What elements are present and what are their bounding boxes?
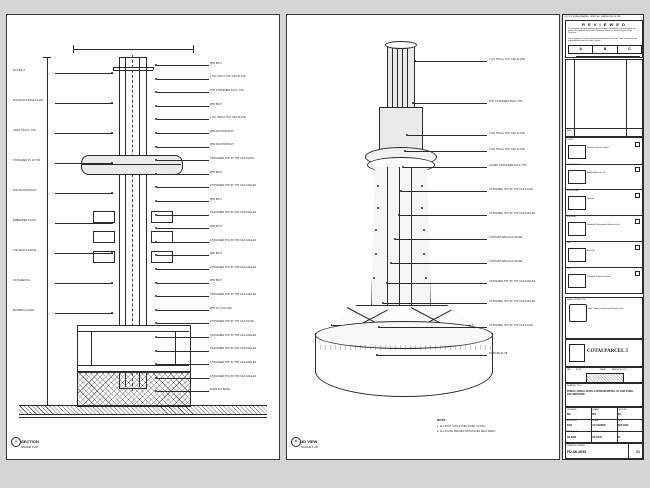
callout-label: LOWER STIFFENER 50mm THK xyxy=(489,163,527,167)
consultant-row xyxy=(565,137,643,165)
callout-label: STIFFENER THK 50 THK C&S ANGLES xyxy=(210,211,257,215)
callout-leader xyxy=(157,337,209,338)
approval-checkbox[interactable] xyxy=(635,245,640,250)
field-label: APPROVED xyxy=(567,419,577,422)
right-view-title: 3D VIEW xyxy=(301,439,318,444)
revision-value: 01 xyxy=(636,450,640,454)
bolt-lug xyxy=(421,185,423,187)
revision-header: REV xyxy=(567,130,572,132)
callout-dot xyxy=(155,309,157,311)
stiffener-plate xyxy=(151,251,173,263)
drawing-number-label: DRAWING NUMBER xyxy=(567,445,585,447)
notes-title: NOTE : xyxy=(437,418,448,422)
callout-label: STIFFENER THK 50 THK C&S ANGLES xyxy=(489,211,536,215)
base-plate-top xyxy=(77,331,189,332)
callout-dot xyxy=(111,312,113,314)
consultant-name: Aedas (Macau) Ltd. xyxy=(587,172,606,174)
callout-dot xyxy=(155,268,157,270)
callout-dot xyxy=(376,354,378,356)
callout-label: STIFFENER PL 20 THK xyxy=(13,159,41,162)
bolt-lug xyxy=(375,253,377,255)
ground-line xyxy=(19,417,267,418)
callout-leader xyxy=(157,391,209,392)
callout-leader xyxy=(157,351,209,352)
callout-dot xyxy=(155,214,157,216)
consultant-role: STRUCTURAL xyxy=(567,190,580,192)
callout-dot xyxy=(155,146,157,148)
bolt-lug xyxy=(421,207,423,209)
right-view-ref-bubble xyxy=(291,437,301,447)
note-line-1: 1. ALL BOLT SHOULD BE FIXED IN SITE. xyxy=(437,425,486,428)
consultant-role: ARCHITECT xyxy=(567,164,578,166)
callout-label: M55 ANCHOR BOLT xyxy=(210,129,234,133)
callout-label: SUPPORT ARM GALV BASE xyxy=(489,235,523,239)
callout-leader xyxy=(157,147,209,148)
field-value: SEP 2009 xyxy=(617,424,629,428)
dimension-tick xyxy=(43,57,51,58)
consultant-logo-icon xyxy=(568,145,586,159)
field-value: SK-0043 xyxy=(592,435,602,439)
callout-leader xyxy=(413,103,487,104)
consultant-row xyxy=(565,189,643,216)
callout-label: STIFFENER THK 50 THK C&S PLATE xyxy=(489,323,534,327)
note-line-2: 2. ALL PLATE WELDED SHOULD BE SEAL WELD. xyxy=(437,430,497,433)
callout-dot xyxy=(414,60,416,62)
field-value: H2-0094 xyxy=(567,435,577,439)
callout-label: M55 BOLT xyxy=(210,61,223,65)
callout-dot xyxy=(155,377,157,379)
callout-leader xyxy=(391,263,487,264)
project-logo-icon xyxy=(569,344,585,362)
consultant-name: Gensler xyxy=(587,198,595,200)
callout-leader xyxy=(157,119,209,120)
consultant-role: CLIENT xyxy=(567,139,574,141)
callout-leader xyxy=(157,215,209,216)
approval-checkbox[interactable] xyxy=(635,271,640,276)
right-3d-view xyxy=(286,14,560,460)
callout-label: STIFFENER THK 50 THK C&S PLATE xyxy=(210,320,255,324)
callout-label: STIFFENER THK 50 THK C&S ANGLES xyxy=(210,238,257,242)
consultant-logo-icon xyxy=(568,170,586,184)
title-block xyxy=(562,14,644,460)
stamp-footer: The acceptance or review of this document does not relieve the Trade Contractor of his responsibilities under the Trade Contract. xyxy=(568,38,638,43)
keyplan-thumbnail xyxy=(586,373,624,383)
left-view-title: SECTION xyxy=(21,439,39,444)
consultant-row xyxy=(565,163,643,190)
callout-leader xyxy=(157,92,209,93)
callout-dot xyxy=(155,105,157,107)
callout-label: BLINDING LAYER xyxy=(13,309,35,312)
callout-label: M24 BOLT xyxy=(13,69,26,72)
callout-dot xyxy=(155,64,157,66)
callout-dot xyxy=(155,282,157,284)
sheet-value: PARCEL 3 / OF 1 xyxy=(612,369,627,371)
callout-dot xyxy=(111,162,113,164)
callout-label: STIFFENER THK 50 THK C&S ANGLES xyxy=(210,361,257,364)
callout-leader xyxy=(157,310,209,311)
drawing-title-text: PUBLIC CIRCULATION, FOUNTAIN DETAIL 04, FOR STEEL COLUMN BASE xyxy=(567,390,634,396)
dimension-line-left xyxy=(47,57,48,405)
callout-dot xyxy=(400,190,402,192)
callout-label: 1 NO 750mm THK C&S PLATE xyxy=(210,116,246,120)
review-stamp xyxy=(565,20,643,58)
field-cell xyxy=(617,431,643,443)
revision-rule xyxy=(566,128,642,129)
callout-leader xyxy=(157,65,209,66)
callout-leader xyxy=(157,323,209,324)
main-contractor-name: Hsin Chong Construction (Macau) Ltd. xyxy=(588,308,624,310)
callout-label: SUPPORT ARM GALV BASE xyxy=(489,259,523,263)
approval-checkbox[interactable] xyxy=(635,167,640,172)
callout-label: 150x150x12 ANGLE xyxy=(13,249,37,252)
left-view-subtitle: SCALE 1:20 xyxy=(21,445,38,449)
callout-label: STIFFENER THK 50 THK C&S PLATE xyxy=(210,157,255,160)
right-view-ref: B xyxy=(294,439,297,443)
contractor-logo-icon xyxy=(569,304,587,322)
consultant-row xyxy=(565,241,643,268)
callout-dot xyxy=(155,350,157,352)
callout-dot xyxy=(111,252,113,254)
callout-label: 600x600x40 BASE PLATE xyxy=(13,99,44,102)
callout-leader xyxy=(407,135,487,136)
callout-label: STIFFENER THK 50 THK C&S ANGLES xyxy=(489,279,536,283)
base-rib xyxy=(91,331,92,365)
callout-leader xyxy=(157,255,209,256)
consultant-role: MEP xyxy=(567,242,571,244)
callout-label: EMBEDDED PLATE xyxy=(13,219,37,222)
field-value: BAR xyxy=(567,424,573,428)
tube-line xyxy=(402,45,403,107)
callout-leader xyxy=(157,228,209,229)
callout-leader xyxy=(399,215,487,216)
concrete-pedestal xyxy=(77,371,191,407)
callout-leader xyxy=(415,61,487,62)
callout-leader xyxy=(157,269,209,270)
callout-label: 40MM R.C BASE xyxy=(210,388,230,392)
callout-label: TOP STIFFENER 50mm THK xyxy=(210,89,244,92)
callout-dot xyxy=(111,132,113,134)
drawing-number-block xyxy=(565,443,643,459)
left-view-ref-bubble xyxy=(11,437,21,447)
callout-leader xyxy=(379,327,487,328)
column-rib xyxy=(411,167,412,317)
callout-label: STIFFENER THK 50 THK C&S ANGLES xyxy=(210,333,257,337)
keyplan-strip xyxy=(565,367,643,383)
callout-leader xyxy=(55,223,113,224)
callout-label: STIFFENER THK 50 THK C&S ANGLES xyxy=(210,374,257,378)
callout-label: STIFFENER THK 50 THK C&S ANGLES xyxy=(210,265,257,269)
drawing-title-block xyxy=(565,383,643,407)
consultant-name: Kowloon Street Limited xyxy=(587,147,609,149)
callout-dot xyxy=(378,326,380,328)
consultant-logo-icon xyxy=(568,196,586,210)
consultant-name: Langdon & Seah Limited xyxy=(587,276,610,278)
consultant-name: AECOM xyxy=(587,250,595,252)
stamp-date-rule xyxy=(576,56,640,57)
callout-leader xyxy=(55,133,113,134)
consultant-role: ENGINEER xyxy=(567,216,577,218)
callout-label: M55 BOLT xyxy=(210,279,223,283)
callout-label: STIFFENER THK 50 THK C&S PLATE xyxy=(489,187,534,191)
top-cap-ellipse xyxy=(385,41,417,49)
callout-label: M55 BOLT xyxy=(210,252,223,256)
sheet-label: SHEET xyxy=(600,369,607,371)
revision-col-rule xyxy=(574,60,575,136)
callout-label: M55 R.C COLUMN xyxy=(210,306,232,310)
callout-leader xyxy=(157,174,209,175)
field-value: MS xyxy=(592,413,596,416)
callout-label: M55 BOLT xyxy=(210,225,223,228)
callout-leader xyxy=(403,167,487,168)
callout-leader xyxy=(157,296,209,297)
drawing-number-divider xyxy=(628,444,629,458)
callout-dot xyxy=(412,102,414,104)
field-label: CHECKED xyxy=(617,408,627,411)
stamp-body: This document has been reviewed by the relevant Consultant(s) and is accepted. For tender status referred to in Project Procedure Section 5.4 for action by the Trade Contractor. xyxy=(568,28,636,35)
stamp-col-a: A xyxy=(569,46,593,53)
approval-checkbox[interactable] xyxy=(635,193,640,198)
callout-label: M55 BOLT xyxy=(210,102,223,106)
keyplan-ref-value: ST-04 xyxy=(576,369,582,371)
tube-line xyxy=(407,45,408,107)
callout-label: M55 BOLT xyxy=(210,170,223,174)
field-label: DESIGNED xyxy=(567,408,577,411)
callout-leader xyxy=(55,163,113,164)
callout-dot xyxy=(394,238,396,240)
field-label: DWG No. xyxy=(592,431,600,434)
callout-label: RC BASE SLAB xyxy=(489,351,508,355)
callout-leader xyxy=(55,283,113,284)
field-value: AS SHOWN xyxy=(592,424,606,428)
callout-leader xyxy=(157,378,209,379)
field-value: WL xyxy=(617,413,622,416)
callout-label: 1 NO 750mm THK C&S PLATE xyxy=(489,131,525,135)
approval-checkbox[interactable] xyxy=(635,142,640,147)
revision-table xyxy=(565,59,643,137)
callout-dot xyxy=(404,150,406,152)
callout-dot xyxy=(155,132,157,134)
field-cell xyxy=(591,431,617,443)
stamp-columns xyxy=(568,45,642,54)
callout-dot xyxy=(155,200,157,202)
callout-leader xyxy=(157,160,209,161)
callout-dot xyxy=(155,78,157,80)
callout-label: 1 NO 750mm THK C&S PLATE xyxy=(210,75,246,79)
top-cap-plate xyxy=(113,70,153,71)
bolt-lug xyxy=(377,185,379,187)
callout-leader xyxy=(157,364,209,365)
bolt-lug xyxy=(423,229,425,231)
field-value: 01 xyxy=(617,435,621,439)
callout-leader xyxy=(405,151,487,152)
callout-label: STIFFENER THK 50 THK C&S ANGLES xyxy=(489,299,536,303)
dimension-tick xyxy=(73,45,74,53)
callout-label: 1 NO 750mm THK C&S PLATE xyxy=(489,147,525,151)
callout-label: M30 ANCHOR BOLT xyxy=(13,189,37,192)
consultant-role: QS xyxy=(567,268,570,270)
callout-dot xyxy=(111,102,113,104)
top-cap-edge xyxy=(113,67,114,70)
consultant-logo-icon xyxy=(568,274,586,288)
dimension-line-top xyxy=(73,49,193,50)
callout-leader xyxy=(395,239,487,240)
callout-label: STIFFENER THK 50 THK C&S ANGLES xyxy=(210,293,257,296)
callout-leader xyxy=(383,303,487,304)
project-block xyxy=(565,339,643,367)
callout-leader xyxy=(157,283,209,284)
callout-label: GROUT 50mm THK xyxy=(13,129,36,132)
stamp-title: R E V I E W E D xyxy=(581,22,627,27)
callout-label: STIFFENER THK 50 THK C&S ANGLES xyxy=(210,347,257,351)
blinding-layer xyxy=(19,405,267,415)
callout-leader xyxy=(157,201,209,202)
stiffener-plate xyxy=(151,211,173,223)
callout-label: RC PEDESTAL xyxy=(13,279,31,282)
callout-dot xyxy=(382,302,384,304)
bolt-lug xyxy=(373,277,375,279)
main-contractor-block xyxy=(565,297,643,339)
callout-leader xyxy=(55,73,113,74)
project-name: COTAI PARCEL 3 xyxy=(587,349,628,354)
callout-leader xyxy=(55,313,113,314)
field-value: MS xyxy=(567,413,571,416)
upper-collar xyxy=(81,155,183,175)
callout-dot xyxy=(155,241,157,243)
callout-leader xyxy=(55,253,113,254)
keyplan-ref-label: REF xyxy=(567,369,571,371)
callout-dot xyxy=(386,282,388,284)
consultant-logo-icon xyxy=(568,248,586,262)
collar-midline xyxy=(81,164,181,165)
dimension-tick xyxy=(193,45,194,53)
callout-dot xyxy=(155,336,157,338)
callout-dot xyxy=(402,166,404,168)
callout-leader xyxy=(157,133,209,134)
field-label: DATE xyxy=(617,419,623,422)
callout-leader xyxy=(157,79,209,80)
field-label: PROJECT No. xyxy=(567,431,579,434)
callout-leader xyxy=(55,103,113,104)
consultant-logo-icon xyxy=(568,222,586,236)
callout-leader xyxy=(157,187,209,188)
field-cell xyxy=(566,431,592,443)
callout-dot xyxy=(155,173,157,175)
callout-dot xyxy=(111,222,113,224)
callout-dot xyxy=(111,192,113,194)
stamp-col-c: C xyxy=(628,47,631,51)
left-view-ref: A xyxy=(14,439,17,443)
callout-label: STIFFENER THK 50 THK C&S ANGLES xyxy=(210,184,257,188)
field-label: SCALE xyxy=(592,419,599,422)
field-label: DRAWN xyxy=(592,408,600,411)
callout-leader xyxy=(157,106,209,107)
callout-dot xyxy=(390,262,392,264)
top-cap-edge xyxy=(153,67,154,70)
stamp-date-label: Date : xyxy=(568,53,574,55)
callout-leader xyxy=(55,193,113,194)
approval-checkbox[interactable] xyxy=(635,219,640,224)
callout-dot xyxy=(406,134,408,136)
field-label: REV xyxy=(617,431,622,434)
fields-grid xyxy=(565,407,643,443)
bolt-lug xyxy=(423,253,425,255)
callout-label: 1 NO 750mm THK C&S PLATE xyxy=(489,57,525,61)
consultant-row xyxy=(565,215,643,242)
callout-label: M55 BOLT xyxy=(210,197,223,201)
left-section-view xyxy=(6,14,280,460)
column-rib xyxy=(387,167,388,317)
callout-label: M55 ANCHOR BOLT xyxy=(210,143,234,147)
revision-col-rule xyxy=(626,60,627,136)
drawing-number-value: FD-SK-0043 xyxy=(567,450,587,454)
callout-dot xyxy=(398,214,400,216)
bolt-lug xyxy=(377,207,379,209)
tube-line xyxy=(392,45,393,107)
stamp-col-b: B xyxy=(593,46,617,53)
callout-leader xyxy=(387,283,487,284)
callout-leader xyxy=(377,355,487,356)
tube-line xyxy=(397,45,398,107)
top-cap-plate xyxy=(113,67,153,68)
consultant-row xyxy=(565,267,643,294)
drawing-title-label: DRAWING TITLE xyxy=(567,385,582,387)
callout-label: TOP STIFFENER 50mm THK xyxy=(489,99,523,103)
main-contractor-label: MAIN CONTRACTOR xyxy=(567,299,586,301)
callout-leader xyxy=(157,242,209,243)
do-not-scale-note: DO NOT SCALE DRAWING. VERIFY ALL DIMENSIONS ON SITE xyxy=(565,16,621,18)
callout-dot xyxy=(111,72,113,74)
callout-leader xyxy=(401,191,487,192)
base-hatch xyxy=(315,345,491,350)
right-view-subtitle: SCALE 1:20 xyxy=(301,445,318,449)
callout-dot xyxy=(111,282,113,284)
bolt-lug xyxy=(375,229,377,231)
bolt-lug xyxy=(425,277,427,279)
consultant-name: Maunsell Professional Services Ltd. xyxy=(587,224,620,226)
dimension-tick xyxy=(43,405,51,406)
stiffener-plate xyxy=(93,231,115,243)
